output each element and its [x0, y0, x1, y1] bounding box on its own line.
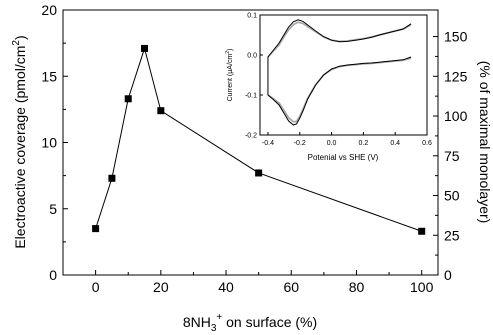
inset-x-tick-label: 0.6	[422, 140, 432, 147]
inset-x-tick-label: 0.2	[358, 140, 369, 147]
y-tick-label: 15	[41, 68, 57, 85]
main-y-axis-label: Electroactive coverage $(pmol/cm^2)$	[11, 35, 28, 249]
y2-tick-label: 50	[444, 187, 460, 204]
data-point	[125, 95, 132, 102]
data-point	[255, 169, 262, 176]
inset-chart	[225, 13, 432, 163]
y-tick-label: 5	[49, 200, 57, 217]
secondary-y-axis-label: (% of maximal monolayer)	[477, 60, 493, 224]
y2-tick-label: 150	[444, 28, 468, 45]
inset-x-tick-label: 0.0	[326, 140, 337, 147]
data-point	[141, 45, 148, 52]
inset-x-tick-label: -0.2	[293, 140, 306, 147]
data-point	[108, 175, 115, 182]
inset-x-tick-label: -0.4	[261, 140, 274, 147]
x-tick-label: 100	[410, 279, 434, 295]
y2-tick-label: 75	[444, 147, 460, 164]
data-point	[92, 225, 99, 232]
y-tick-label: 0	[49, 267, 57, 283]
main-x-axis-label: $8NH_3^+$ on surface (%)	[182, 312, 318, 334]
inset-x-tick-label: 0.4	[390, 140, 401, 147]
x-tick-label: 60	[283, 279, 300, 295]
y2-tick-label: 125	[444, 68, 468, 85]
inset-y-tick-label: 0.0	[247, 52, 257, 60]
x-tick-label: 0	[91, 279, 100, 295]
inset-x-axis-label: Potenial vs SHE (V)	[307, 153, 379, 162]
inset-y-tick-label: -0.1	[244, 92, 257, 100]
y2-tick-label: 100	[444, 108, 468, 125]
data-point	[418, 228, 425, 235]
inset-y-axis-label: Current $(\mu A/cm^2)$	[225, 48, 234, 102]
x-tick-label: 80	[348, 279, 365, 295]
x-tick-label: 40	[218, 279, 234, 295]
y-tick-label: 10	[41, 134, 57, 151]
y2-tick-label: 25	[444, 227, 460, 244]
inset-y-tick-label: 0.1	[247, 12, 257, 20]
data-point	[157, 107, 164, 114]
y2-tick-label: 0	[444, 267, 452, 283]
inset-y-tick-label: -0.2	[244, 132, 257, 140]
x-tick-label: 20	[153, 279, 169, 295]
y-tick-label: 20	[41, 2, 57, 18]
